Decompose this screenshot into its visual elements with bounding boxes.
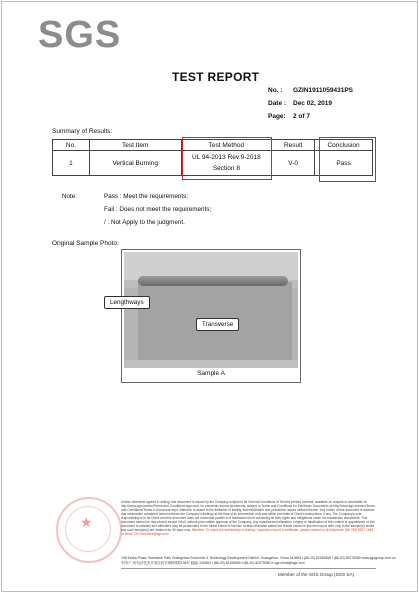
address-line-cn: 中国·广州·经济技术开发区科学城科珠路198号 邮编: 510663 t (86-20) 82155555 f (86-20) 82075080 e sgs.china@sgs.com (121, 561, 305, 565)
sample-caption: Sample A (197, 370, 225, 377)
note-label: Note: (62, 193, 78, 200)
cell-no: 1 (53, 151, 90, 176)
column-header-test-method: Test Method (181, 140, 272, 151)
method-line-1: UL 94-2013 Rev.9-2018 (192, 154, 261, 161)
highlight-box-test-method (182, 137, 272, 180)
note-line-na: / : Not Apply to the judgment. (104, 219, 185, 226)
meta-key: Page: (268, 113, 286, 120)
sample-photo-frame (110, 249, 301, 383)
report-number: GZIN1911059431PS (293, 87, 353, 94)
footer-disclaimer (121, 500, 376, 536)
column-header-conclusion: Conclusion (315, 140, 373, 151)
column-header-result: Result (272, 140, 315, 151)
meta-row-date (268, 97, 353, 110)
stamp-star-icon: ★ (80, 514, 93, 530)
column-header-no: No. (53, 140, 90, 151)
note-lines (104, 190, 211, 229)
report-date: Dec 02, 2019 (293, 100, 333, 107)
note-line-pass: Pass : Meet the requirements; (104, 193, 188, 200)
footer-address (121, 556, 396, 566)
sgs-logo: SGS (38, 14, 122, 56)
meta-key: No. : (268, 87, 283, 94)
meta-key: Date : (268, 100, 287, 107)
address-line-en: 198 Kezhu Road, Scientech Park Guangzhou Economic & Technology Development District, Guangzhou, China 510663 t (86-20) 82155555 f (86-20) 82075080 www.sgsgroup.com.cn (121, 556, 396, 560)
column-header-test-item: Test Item (89, 140, 181, 151)
note-line-fail: Fail : Does not meet the requirements; (104, 206, 212, 213)
attention-text: Attention: To check the authenticity of testing / inspection report & certificate, please contact us at telephone: (86-755) 8307 1443, or email: CN.Doccheck@sgs.com (121, 528, 374, 536)
member-of-sgs-group: Member of the SGS Group (SGS SA) (278, 572, 355, 577)
cell-conclusion: Pass (315, 151, 373, 176)
photo-floor (124, 360, 298, 368)
summary-label: Summary of Results: (52, 128, 113, 135)
meta-row-page (268, 110, 353, 123)
method-line-2: Section 8 (212, 165, 240, 172)
cell-result: V-0 (272, 151, 315, 176)
highlight-box-conclusion (319, 137, 376, 182)
report-meta (268, 84, 353, 123)
report-title: TEST REPORT (172, 70, 260, 84)
disclaimer-text: Unless otherwise agreed in writing, this document is issued by the Company subject to its General Conditions of Service printed overleaf, available on request or accessible at http://www.sgs.com/en/Terms-and-Conditions.aspx and, for electronic format documents, subject to Terms and Conditions for Electronic Documents at http://www.sgs.com/en/Terms-and-Conditions/Terms-e-Document.aspx. Attention is drawn to the limitation of liability, indemnification and jurisdiction issues defined therein. Any holder of this document is advised that information contained hereon reflects the Company's findings at the time of its intervention only and within the limits of Client's instructions, if any. The Company's sole responsibility is to its Client and this document does not exonerate parties to a transaction from exercising all their rights and obligations under the transaction documents. This document cannot be reproduced except in full, without prior written approval of the Company. Any unauthorized alteration, forgery or falsification of the content or appearance of this document is unlawful and offenders may be prosecuted to the fullest extent of the law. Unless otherwise stated the results shown in this test report refer only to the sample(s) tested and such sample(s) are retained for 30 days only. (121, 500, 376, 532)
callout-lengthways: Lengthways (104, 296, 150, 309)
page-number: 2 of 7 (293, 113, 310, 120)
sample-roll (138, 276, 288, 286)
footer-divider (121, 568, 376, 569)
callout-transverse: Transverse (196, 318, 239, 331)
cell-test-item: Vertical Burning (89, 151, 181, 176)
photo-section-label: Original Sample Photo: (52, 240, 119, 247)
meta-row-number (268, 84, 353, 97)
sample-photo (110, 252, 298, 368)
official-seal-stamp (56, 497, 122, 563)
